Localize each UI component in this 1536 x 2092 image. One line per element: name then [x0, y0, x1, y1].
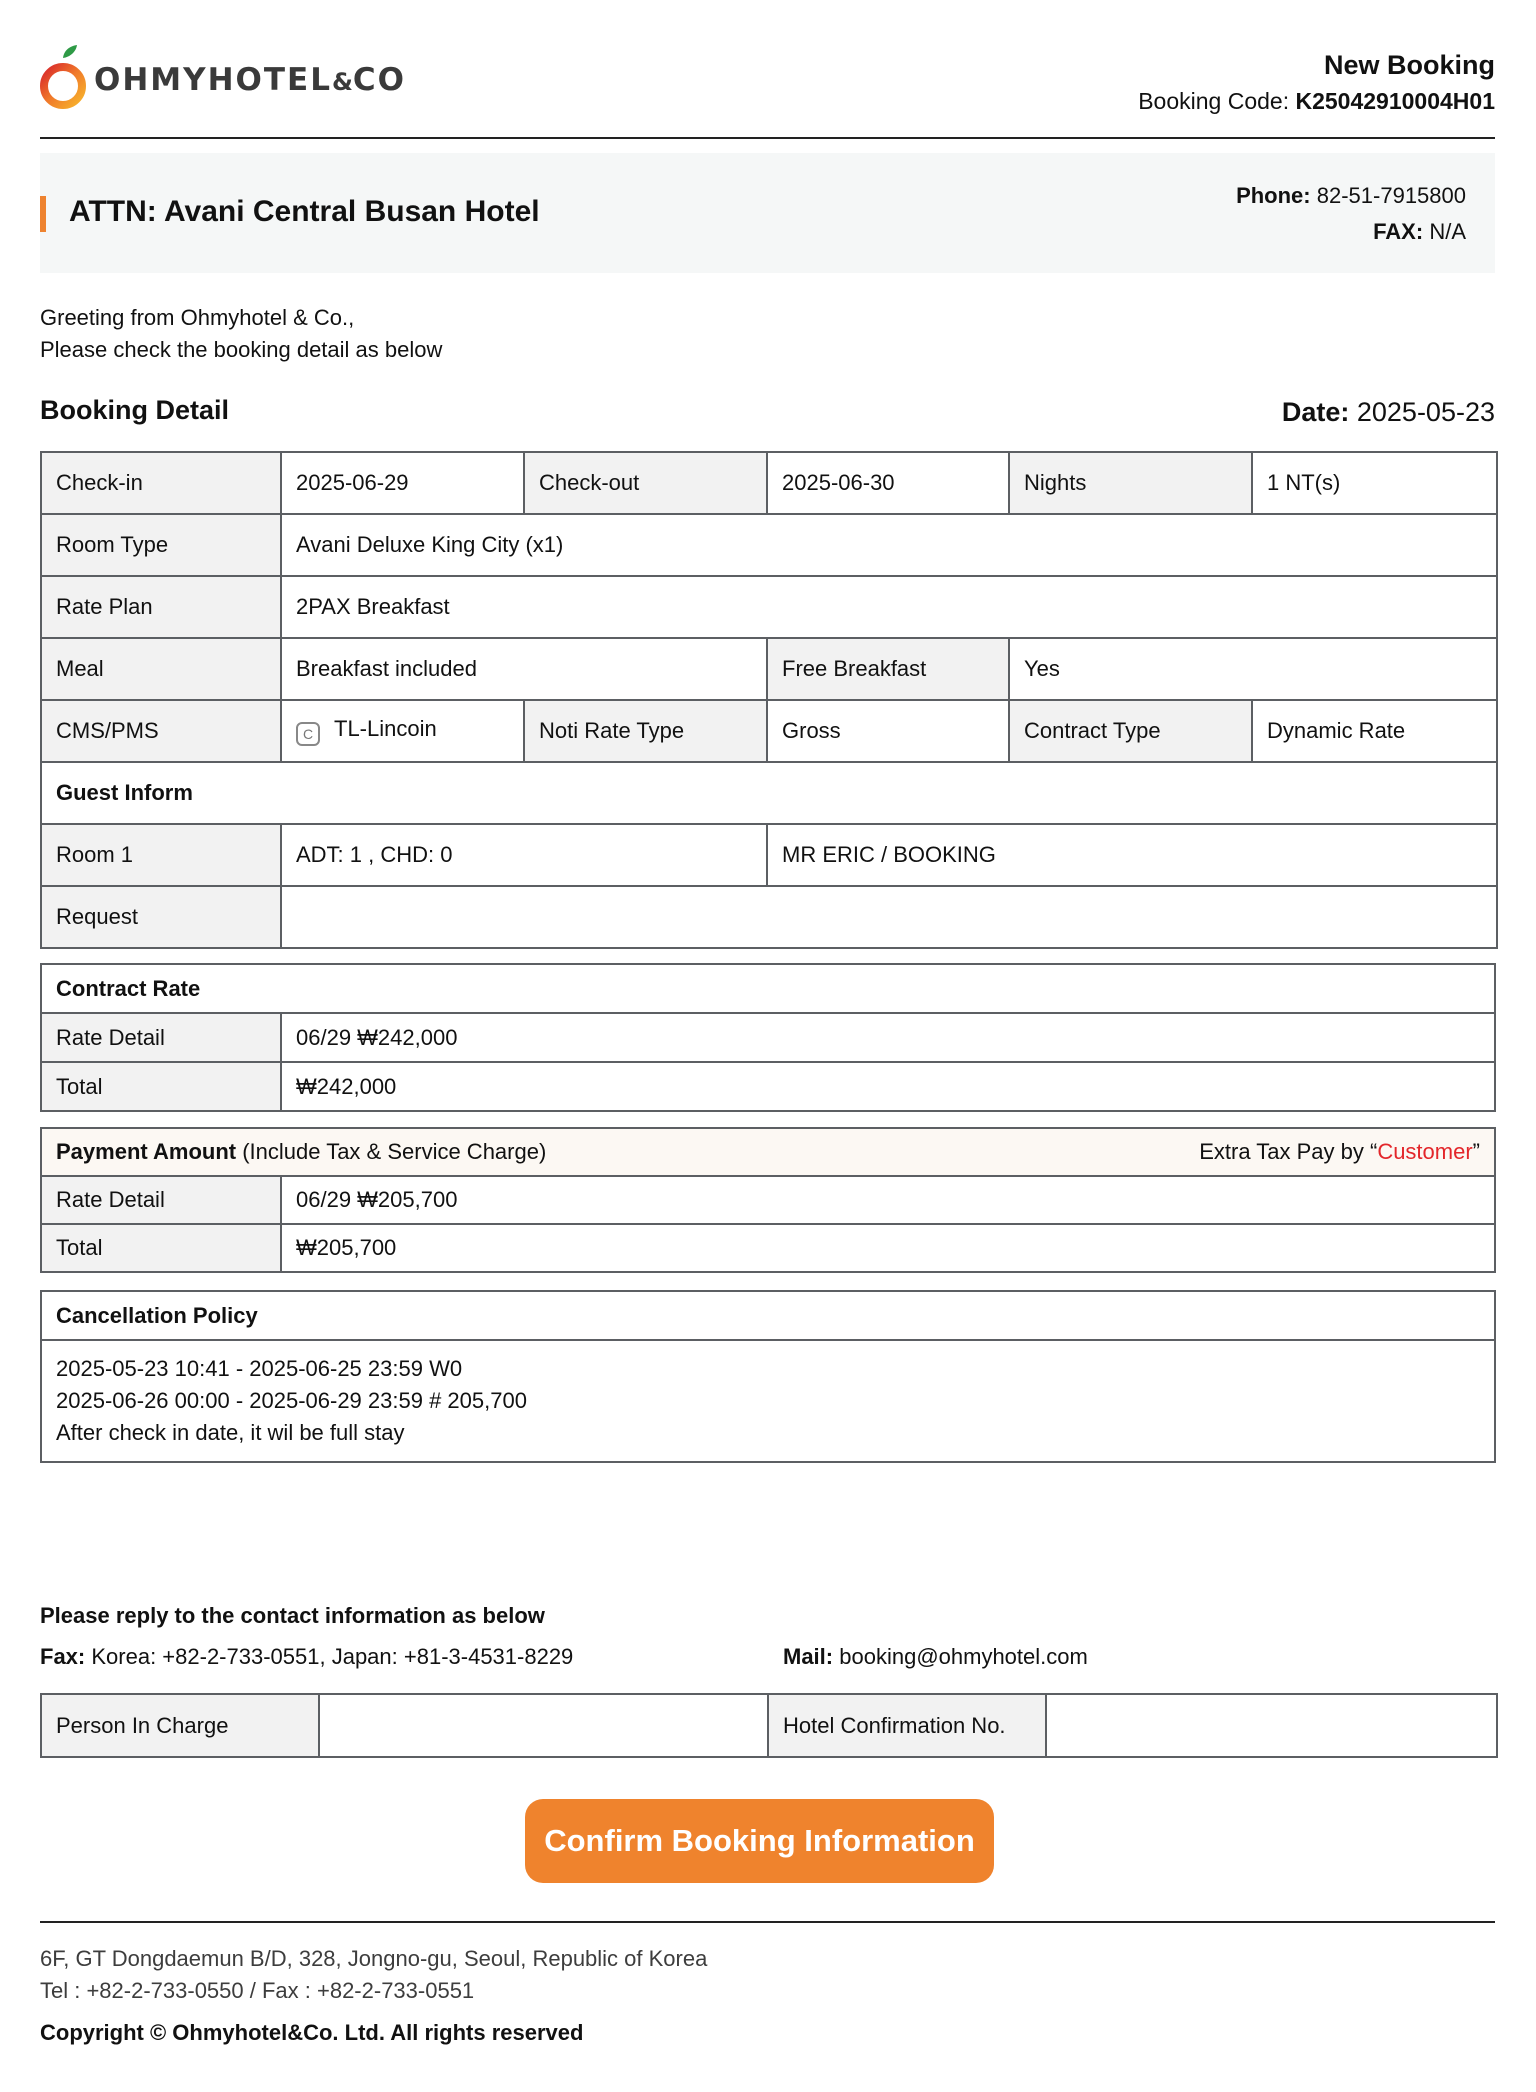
booking-detail-title: Booking Detail	[40, 395, 230, 425]
footer-divider	[40, 1921, 1495, 1923]
contract-rate-header: Contract Rate	[41, 964, 1495, 1013]
table-row	[41, 1340, 1495, 1462]
cancellation-line: 2025-06-26 00:00 - 2025-06-29 23:59 # 205,700	[56, 1388, 527, 1413]
date-label: Date:	[1281, 397, 1350, 427]
payment-title: Payment Amount	[56, 1139, 237, 1164]
extra-tax-note	[1199, 1139, 1480, 1165]
checkout-label: Check-out	[524, 452, 767, 514]
channel-manager-icon: C	[296, 722, 320, 746]
reply-mail	[783, 1644, 1088, 1670]
orange-fruit-icon	[40, 44, 90, 114]
hotel-confirmation-field[interactable]	[1046, 1694, 1497, 1757]
room1-guest-name: MR ERIC / BOOKING	[767, 824, 1497, 886]
guest-inform-header: Guest Inform	[41, 762, 1497, 824]
hotel-phone-line	[1236, 178, 1466, 214]
contract-total-value: ₩242,000	[281, 1062, 1495, 1111]
noti-rate-value: Gross	[767, 700, 1009, 762]
meal-label: Meal	[41, 638, 281, 700]
contract-rate-detail-value: 06/29 ₩242,000	[281, 1013, 1495, 1062]
person-in-charge-field[interactable]	[319, 1694, 768, 1757]
rate-plan-value: 2PAX Breakfast	[281, 576, 1497, 638]
fax-label: FAX:	[1373, 219, 1424, 244]
reply-mail-link[interactable]: booking@ohmyhotel.com	[839, 1644, 1088, 1669]
booking-code-label: Booking Code:	[1138, 88, 1290, 114]
booking-code-line	[1138, 84, 1495, 118]
contract-rate-detail-label: Rate Detail	[41, 1013, 281, 1062]
logo-suffix: CO	[352, 62, 407, 98]
greeting-line-2: Please check the booking detail as below	[40, 337, 443, 362]
meal-value: Breakfast included	[281, 638, 767, 700]
greeting-line-1: Greeting from Ohmyhotel & Co.,	[40, 305, 355, 330]
cancellation-line: 2025-05-23 10:41 - 2025-06-25 23:59 W0	[56, 1356, 463, 1381]
extra-tax-prefix: Extra Tax Pay by “	[1199, 1139, 1378, 1164]
booking-type-title: New Booking	[1323, 50, 1495, 80]
footer-address: 6F, GT Dongdaemun B/D, 328, Jongno-gu, Seoul, Republic of Korea	[40, 1946, 708, 1971]
phone-label: Phone:	[1236, 183, 1311, 208]
room1-occupancy: ADT: 1 , CHD: 0	[281, 824, 767, 886]
logo-amp: &	[331, 68, 353, 96]
table-row	[41, 964, 1495, 1013]
table-row	[41, 824, 1497, 886]
nights-label: Nights	[1009, 452, 1252, 514]
reply-mail-label: Mail:	[783, 1644, 834, 1669]
contract-total-label: Total	[41, 1062, 281, 1111]
table-row	[41, 1013, 1495, 1062]
table-row	[41, 1128, 1495, 1176]
extra-tax-payer: Customer	[1377, 1139, 1473, 1164]
reply-fax-value: Korea: +82-2-733-0551, Japan: +81-3-4531-8229	[91, 1644, 574, 1669]
payment-total-label: Total	[41, 1224, 281, 1272]
confirmation-form-table	[40, 1693, 1498, 1758]
company-logo	[40, 44, 407, 114]
table-row	[41, 762, 1497, 824]
table-row	[41, 1176, 1495, 1224]
nights-value: 1 NT(s)	[1252, 452, 1497, 514]
attn-hotel-name: ATTN: Avani Central Busan Hotel	[69, 195, 540, 228]
room-type-label: Room Type	[41, 514, 281, 576]
checkin-value: 2025-06-29	[281, 452, 524, 514]
contract-rate-table	[40, 963, 1496, 1112]
booking-header	[1138, 48, 1495, 118]
contract-type-value: Dynamic Rate	[1252, 700, 1497, 762]
reply-fax-label: Fax:	[40, 1644, 86, 1669]
room-type-value: Avani Deluxe King City (x1)	[281, 514, 1497, 576]
free-breakfast-label: Free Breakfast	[767, 638, 1009, 700]
free-breakfast-value: Yes	[1009, 638, 1497, 700]
payment-rate-detail-label: Rate Detail	[41, 1176, 281, 1224]
table-row	[41, 1062, 1495, 1111]
booking-detail-table	[40, 451, 1498, 949]
hotel-fax: N/A	[1429, 219, 1466, 244]
room1-label: Room 1	[41, 824, 281, 886]
cancellation-header: Cancellation Policy	[41, 1291, 1495, 1340]
payment-total-value: ₩205,700	[281, 1224, 1495, 1272]
table-row	[41, 514, 1497, 576]
table-row	[41, 638, 1497, 700]
cancellation-policy-table	[40, 1290, 1496, 1463]
reply-fax	[40, 1644, 573, 1670]
reply-instructions: Please reply to the contact information as below	[40, 1603, 545, 1628]
checkin-label: Check-in	[41, 452, 281, 514]
table-row	[41, 886, 1497, 948]
checkout-value: 2025-06-30	[767, 452, 1009, 514]
cms-label: CMS/PMS	[41, 700, 281, 762]
request-value	[281, 886, 1497, 948]
payment-amount-table	[40, 1127, 1496, 1273]
booking-code: K25042910004H01	[1295, 88, 1495, 114]
contract-type-label: Contract Type	[1009, 700, 1252, 762]
hotel-fax-line	[1236, 214, 1466, 250]
table-row	[41, 452, 1497, 514]
person-in-charge-label: Person In Charge	[41, 1694, 319, 1757]
booking-date	[1282, 397, 1495, 428]
hotel-confirmation-label: Hotel Confirmation No.	[768, 1694, 1046, 1757]
logo-brand: OHMYHOTEL	[94, 62, 332, 98]
confirm-booking-button[interactable]: Confirm Booking Information	[525, 1799, 994, 1883]
rate-plan-label: Rate Plan	[41, 576, 281, 638]
table-row	[41, 700, 1497, 762]
cancellation-line: After check in date, it wil be full stay	[56, 1420, 405, 1445]
cancellation-body	[41, 1340, 1495, 1462]
cms-value: TL-Lincoin	[334, 716, 437, 741]
footer-copyright: Copyright © Ohmyhotel&Co. Ltd. All rights reserved	[40, 2020, 584, 2045]
table-row	[41, 1694, 1497, 1757]
accent-bar	[40, 196, 46, 232]
attn-banner	[40, 153, 1495, 273]
payment-subtitle: (Include Tax & Service Charge)	[242, 1139, 547, 1164]
cms-value-cell	[281, 700, 524, 762]
hotel-phone: 82-51-7915800	[1316, 183, 1466, 208]
extra-tax-suffix: ”	[1472, 1139, 1480, 1164]
payment-rate-detail-value: 06/29 ₩205,700	[281, 1176, 1495, 1224]
table-row	[41, 1291, 1495, 1340]
request-label: Request	[41, 886, 281, 948]
noti-rate-label: Noti Rate Type	[524, 700, 767, 762]
payment-header	[41, 1128, 1495, 1176]
footer-contact: Tel : +82-2-733-0550 / Fax : +82-2-733-0551	[40, 1978, 475, 2003]
greeting	[40, 302, 442, 366]
hotel-contact	[1236, 178, 1466, 250]
table-row	[41, 1224, 1495, 1272]
table-row	[41, 576, 1497, 638]
date-value: 2025-05-23	[1356, 397, 1495, 427]
footer-address-block	[40, 1943, 707, 2007]
header-divider	[40, 137, 1495, 139]
